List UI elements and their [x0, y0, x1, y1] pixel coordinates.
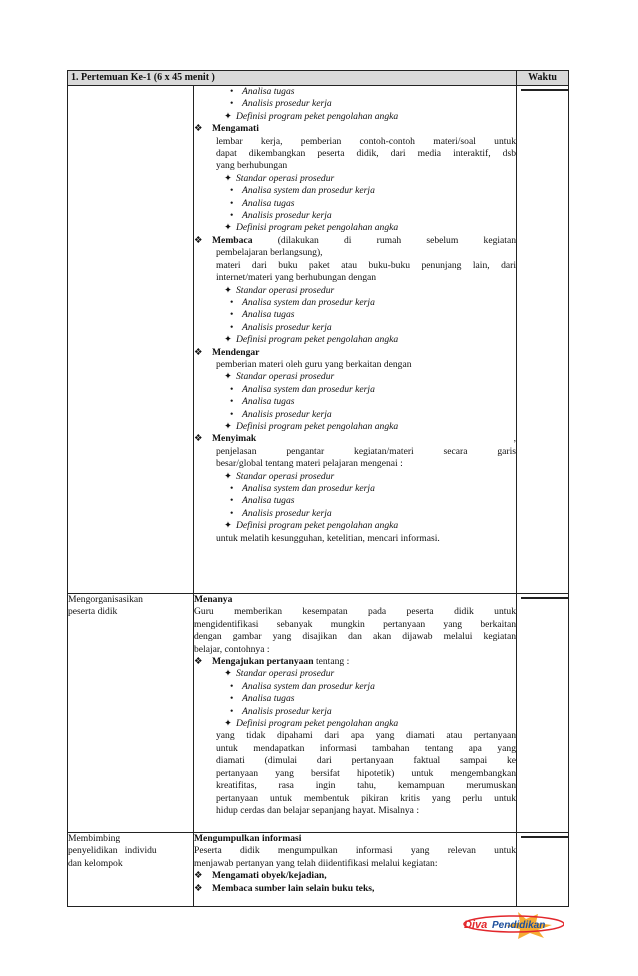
list-item-text: Analisis prosedur kerja	[242, 507, 332, 519]
four-point-star-icon: ✦	[224, 668, 233, 680]
section-heading-text: Mengajukan pertanyaan	[212, 656, 314, 668]
stage-label: penyelidikan individu	[68, 845, 157, 857]
list-item	[194, 471, 516, 483]
paragraph-line: pemberian materi oleh guru yang berkaitan dengan	[216, 358, 412, 370]
list-item-text: Analisa system dan prosedur kerja	[242, 185, 375, 197]
section-heading	[194, 870, 516, 882]
stage-label: Membimbing	[68, 833, 121, 844]
list-item-text: Analisa system dan prosedur kerja	[242, 680, 375, 692]
list-item-text: Standar operasi prosedur	[236, 470, 335, 482]
bullet-dot-icon: •	[230, 197, 234, 209]
bullet-dot-icon: •	[230, 396, 234, 408]
bullet-dot-icon: •	[230, 483, 234, 494]
list-item	[194, 409, 516, 421]
activity-lines	[194, 86, 516, 545]
four-point-star-icon: ✦	[224, 284, 233, 296]
time-column-header: Waktu	[517, 71, 569, 86]
four-point-star-icon: ✦	[224, 718, 233, 730]
list-item	[194, 508, 516, 520]
paragraph-line: besar/global tentang materi pelajaran mengenai :	[216, 458, 403, 470]
bullet-dot-icon: •	[230, 383, 234, 395]
table-row	[68, 86, 569, 594]
list-item	[194, 681, 516, 693]
four-point-star-icon: ✦	[224, 371, 233, 383]
list-item	[194, 98, 516, 110]
section-heading-text: Mendengar	[212, 346, 260, 358]
bullet-dot-icon: •	[230, 507, 234, 519]
bullet-dot-icon: •	[230, 309, 234, 321]
paragraph-line: Peserta didik mengumpulkan informasi yang relevan untuk	[194, 845, 517, 857]
section-heading	[194, 656, 516, 668]
list-item-text: Analisis prosedur kerja	[242, 98, 332, 110]
list-item	[194, 483, 516, 495]
bullet-dot-icon: •	[230, 680, 234, 692]
time-inner-box	[521, 89, 568, 91]
four-point-star-icon: ✦	[224, 222, 233, 234]
list-item	[194, 86, 516, 98]
four-point-star-icon: ✦	[224, 470, 233, 482]
activity-cell	[194, 594, 517, 833]
bullet-dot-icon: •	[230, 296, 234, 308]
four-point-star-icon: ✦	[224, 172, 233, 184]
activity-heading: Mengumpulkan informasi	[194, 833, 302, 844]
list-item-text: Standar operasi prosedur	[236, 668, 335, 680]
paragraph-line: untuk mendapatkan informasi tambahan tentang apa yang	[216, 742, 517, 754]
stage-cell	[68, 594, 194, 833]
bullet-dot-icon: •	[230, 693, 234, 705]
stage-label: Mengorganisasikan	[68, 594, 143, 605]
list-item-text: Analisa tugas	[242, 197, 295, 209]
list-item-text: Analisa tugas	[242, 309, 295, 321]
time-cell	[517, 833, 569, 907]
four-point-star-icon: ✦	[224, 520, 233, 532]
section-heading-text: Membaca sumber lain selain buku teks,	[212, 882, 375, 894]
list-item-text: Analisa tugas	[242, 86, 295, 97]
stage-cell	[68, 833, 194, 907]
paragraph-line: Guru memberikan kesempatan pada peserta didik untuk	[194, 606, 517, 618]
list-item-text: Standar operasi prosedur	[236, 172, 335, 184]
list-item	[194, 334, 516, 346]
list-item	[194, 185, 516, 197]
list-item-text: Analisa tugas	[242, 495, 295, 507]
list-item	[194, 396, 516, 408]
list-item-text: Definisi program peket pengolahan angka	[236, 420, 399, 432]
section-heading-text: Mengamati obyek/kejadian,	[212, 870, 327, 882]
time-cell	[517, 86, 569, 594]
section-heading	[194, 433, 516, 445]
list-item	[194, 371, 516, 383]
table-header-row	[68, 71, 569, 86]
list-item-text: Definisi program peket pengolahan angka	[236, 110, 399, 122]
diamond-bullet-icon: ❖	[194, 882, 203, 894]
table-row	[68, 594, 569, 833]
activity-heading: Menanya	[194, 594, 233, 605]
list-item	[194, 297, 516, 309]
paragraph-line: kreatifitas, rasa ingin tahu, kemampuan merumuskan	[216, 780, 517, 792]
list-item-text: Standar operasi prosedur	[236, 371, 335, 383]
section-heading-note: tentang :	[313, 656, 350, 668]
diamond-bullet-icon: ❖	[194, 656, 203, 668]
list-item-text: Analisis prosedur kerja	[242, 210, 332, 222]
bullet-dot-icon: •	[230, 321, 234, 333]
section-heading	[194, 123, 516, 135]
diamond-bullet-icon: ❖	[194, 234, 203, 246]
section-heading-text: Membaca	[212, 234, 253, 246]
activity-cell	[194, 833, 517, 907]
list-item-text: Definisi program peket pengolahan angka	[236, 334, 399, 346]
list-item	[194, 111, 516, 123]
activity-cell	[194, 86, 517, 594]
diamond-bullet-icon: ❖	[194, 870, 203, 882]
paragraph-line: mengidentifikasi sebanyak mungkin pertanyaan yang berkaitan	[194, 618, 517, 630]
list-item	[194, 495, 516, 507]
list-item-text: Analisa tugas	[242, 396, 295, 408]
time-cell	[517, 594, 569, 833]
list-item-text: Definisi program peket pengolahan angka	[236, 222, 399, 234]
list-item	[194, 210, 516, 222]
list-item	[194, 198, 516, 210]
list-item	[194, 285, 516, 297]
stage-label: peserta didik	[68, 606, 118, 618]
section-heading	[194, 235, 516, 247]
list-item	[194, 173, 516, 185]
diamond-bullet-icon: ❖	[194, 123, 203, 135]
section-heading-note: ,	[513, 433, 517, 445]
list-item	[194, 384, 516, 396]
list-item-text: Definisi program peket pengolahan angka	[236, 520, 399, 532]
paragraph-line: yang tidak dipahami dari apa yang diamati atau pertanyaan	[216, 730, 517, 742]
list-item-text: Definisi program peket pengolahan angka	[236, 718, 399, 730]
section-heading	[194, 347, 516, 359]
bullet-dot-icon: •	[230, 185, 234, 197]
meeting-title: 1. Pertemuan Ke-1 (6 x 45 menit )	[68, 71, 517, 86]
paragraph-line: yang berhubungan	[216, 160, 288, 172]
list-item	[194, 718, 516, 730]
logo-text-diva: Diva	[464, 919, 488, 931]
diva-pendidikan-logo	[456, 910, 564, 940]
paragraph-line: diamati (dimulai dari pertanyaan faktual sampai ke	[216, 755, 517, 767]
four-point-star-icon: ✦	[224, 420, 233, 432]
list-item-text: Analisa tugas	[242, 693, 295, 705]
list-item-text: Standar operasi prosedur	[236, 284, 335, 296]
section-heading-note: (dilakukan di rumah sebelum kegiatan	[277, 234, 517, 246]
section-heading-text: Menyimak	[212, 433, 257, 445]
paragraph-line: menjawab pertanyan yang telah diidentifikasi melalui kegiatan:	[194, 857, 438, 869]
paragraph-line: dapat dikembangkan peserta didik, dari media interaktif, dsb	[216, 148, 517, 160]
list-item	[194, 222, 516, 234]
list-item-text: Analisis prosedur kerja	[242, 321, 332, 333]
activity-lines	[194, 594, 516, 817]
paragraph-line: materi dari buku paket atau buku-buku penunjang lain, dari	[216, 259, 517, 271]
paragraph-line: hidup cerdas dan belajar sepanjang hayat. Misalnya :	[216, 804, 419, 816]
list-item	[194, 520, 516, 532]
stage-label: dan kelompok	[68, 857, 123, 869]
paragraph-line: belajar, contohnya :	[194, 643, 270, 655]
list-item	[194, 693, 516, 705]
list-item-text: Analisa system dan prosedur kerja	[242, 483, 375, 494]
list-item	[194, 668, 516, 680]
bullet-dot-icon: •	[230, 705, 234, 717]
list-item	[194, 706, 516, 718]
bullet-dot-icon: •	[230, 408, 234, 420]
paragraph-line: lembar kerja, pemberian contoh-contoh materi/soal untuk	[216, 135, 517, 147]
paragraph-line: pertanyaan untuk membentuk pikiran kritis yang perlu untuk	[216, 792, 517, 804]
logo-text-pendidikan: Pendidikan	[492, 920, 546, 931]
list-item	[194, 309, 516, 321]
bullet-dot-icon: •	[230, 210, 234, 222]
stage-cell-empty	[68, 86, 194, 594]
four-point-star-icon: ✦	[224, 334, 233, 346]
diamond-bullet-icon: ❖	[194, 346, 203, 358]
paragraph-line: penjelasan pengantar kegiatan/materi secara garis	[216, 445, 517, 457]
paragraph-line: dengan gambar yang disajikan dan akan dijawab melalui kegiatan	[194, 631, 517, 643]
four-point-star-icon: ✦	[224, 110, 233, 122]
bullet-dot-icon: •	[230, 98, 234, 110]
list-item	[194, 322, 516, 334]
activity-lines	[194, 833, 516, 895]
time-inner-box	[521, 836, 568, 838]
list-item-text: Analisis prosedur kerja	[242, 705, 332, 717]
bullet-dot-icon: •	[230, 495, 234, 507]
list-item-text: Analisa system dan prosedur kerja	[242, 383, 375, 395]
list-item-text: Analisa system dan prosedur kerja	[242, 296, 375, 308]
section-heading	[194, 883, 516, 895]
lesson-plan-table	[67, 70, 569, 907]
paragraph-line: internet/materi yang berhubungan dengan	[216, 272, 377, 284]
diamond-bullet-icon: ❖	[194, 433, 203, 445]
time-inner-box	[521, 597, 568, 599]
list-item	[194, 421, 516, 433]
paragraph-line: untuk melatih kesungguhan, ketelitian, mencari informasi.	[216, 532, 440, 544]
bullet-dot-icon: •	[230, 86, 234, 97]
list-item-text: Analisis prosedur kerja	[242, 408, 332, 420]
section-heading-text: Mengamati	[212, 123, 259, 135]
paragraph-line: pertanyaan yang bersifat hipotetik) untuk mengembangkan	[216, 767, 517, 779]
paragraph-line: pembelajaran berlangsung),	[216, 247, 323, 259]
table-row	[68, 833, 569, 907]
